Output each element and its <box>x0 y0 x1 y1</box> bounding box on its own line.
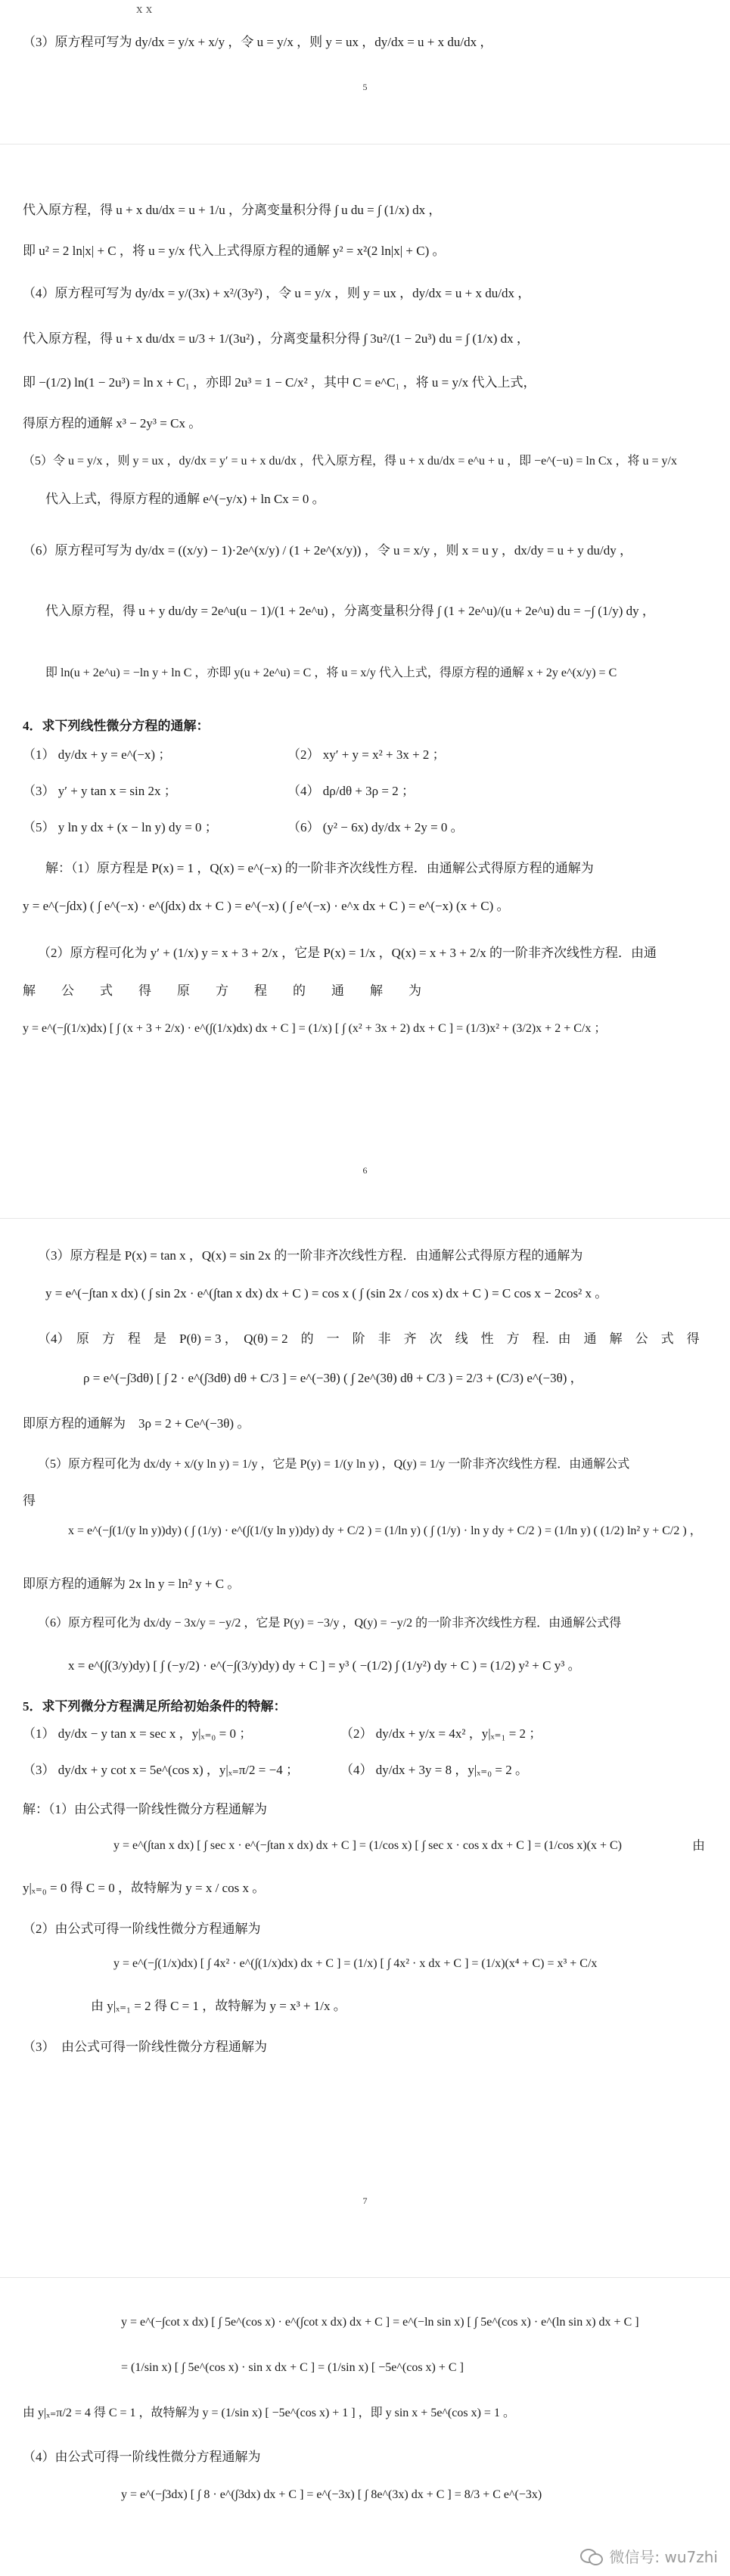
solution-line: 即原方程的通解为 3ρ = 2 + Ce^(−3θ) 。 <box>23 1416 250 1431</box>
solution-formula: y = e^(−∫cot x dx) [ ∫ 5e^(cos x) · e^(∫cot x dx) dx + C ] = e^(−ln sin x) [ ∫ 5e^(cos x) · e^(ln sin x) dx + C ] <box>121 2316 639 2329</box>
solution-formula: y = e^(−∫dx) ( ∫ e^(−x) · e^(∫dx) dx + C ) = e^(−x) ( ∫ e^(−x) · e^x dx + C ) = e^(−x) (x + C) 。 <box>23 899 510 913</box>
text-line: （5）令 u = y/x ，则 y = ux ，dy/dx = y′ = u + x du/dx ，代入原方程，得 u + x du/dx = e^u + u ，即 −e^(−u) = ln Cx ，将 u = y/x <box>23 455 678 468</box>
question-item: （6） (y² − 6x) dy/dx + 2y = 0 。 <box>287 820 464 834</box>
question-item: （4） dy/dx + 3y = 8 ，y|ₓ₌₀ = 2 。 <box>340 1763 528 1777</box>
text-line: 即 u² = 2 ln|x| + C ，将 u = y/x 代入上式得原方程的通解 y² = x²(2 ln|x| + C) 。 <box>23 244 446 258</box>
page-2-section <box>0 189 730 1195</box>
text-line: （6）原方程可写为 dy/dx = ((x/y) − 1)·2e^(x/y) / (1 + 2e^(x/y)) ，令 u = x/y ，则 x = u y ，dx/dy = u + y du/dy ， <box>23 543 632 558</box>
solution-line: （2）由公式可得一阶线性微分方程通解为 <box>23 1922 261 1936</box>
solution-formula: y = e^(−∫tan x dx) ( ∫ sin 2x · e^(∫tan x dx) dx + C ) = cos x ( ∫ (sin 2x / cos x) dx + C ) = C cos x − 2cos² x 。 <box>45 1286 608 1300</box>
question-item: （2） xy′ + y = x² + 3x + 2 ； <box>287 747 446 762</box>
text-line: 代入原方程，得 u + x du/dx = u + 1/u ，分离变量积分得 ∫ u du = ∫ (1/x) dx ， <box>23 203 442 217</box>
solution-formula: y = e^(∫tan x dx) [ ∫ sec x · e^(−∫tan x dx) dx + C ] = (1/cos x) [ ∫ sec x · cos x dx + C ] = (1/cos x)(x + C) <box>113 1839 623 1852</box>
page-number: 5 <box>362 82 368 92</box>
page-number: 7 <box>362 2195 368 2206</box>
solution-line: （4）由公式可得一阶线性微分方程通解为 <box>23 2450 261 2464</box>
question-item: （3） dy/dx + y cot x = 5e^(cos x) ，y|ₓ₌π/2 = −4 ； <box>23 1763 299 1777</box>
solution-line: 由 y|ₓ₌π/2 = 4 得 C = 1 ，故特解为 y = (1/sin x) [ −5e^(cos x) + 1 ] ，即 y sin x + 5e^(cos x) = 1 。 <box>23 2407 515 2419</box>
text-line: 即 ln(u + 2e^u) = −ln y + ln C ，亦即 y(u + 2e^u) = C ，将 u = x/y 代入上式，得原方程的通解 x + 2y e^(x/y) = C <box>45 667 617 679</box>
wechat-icon <box>580 2547 603 2565</box>
solution-line: 得 <box>23 1493 36 1508</box>
page-3-section <box>0 1241 730 2247</box>
solution-line: 解：（1）原方程是 P(x) = 1 ，Q(x) = e^(−x) 的一阶非齐次线性方程．由通解公式得原方程的通解为 <box>45 861 594 875</box>
solution-line: （4） 原 方 程 是 P(θ) = 3 ， Q(θ) = 2 的 一 阶 非 齐 次 线 性 方 程．由 通 解 公 式 得 <box>38 1332 700 1346</box>
question-4-title: 4．求下列线性微分方程的通解： <box>23 719 210 733</box>
solution-line: 即原方程的通解为 2x ln y = ln² y + C 。 <box>23 1577 241 1591</box>
page-gap <box>0 2277 730 2278</box>
solution-line: （6）原方程可化为 dx/dy − 3x/y = −y/2 ，它是 P(y) = −3/y ，Q(y) = −y/2 的一阶非齐次线性方程．由通解公式得 <box>38 1617 622 1630</box>
text-line: （4）原方程可写为 dy/dx = y/(3x) + x²/(3y²) ，令 u = y/x ，则 y = ux ，dy/dx = u + x du/dx ， <box>23 286 531 300</box>
watermark-text: 微信号: wu7zhi <box>609 2548 718 2566</box>
solution-formula: x = e^(∫(3/y)dy) [ ∫ (−y/2) · e^(−∫(3/y)dy) dy + C ] = y³ ( −(1/2) ∫ (1/y²) dy + C ) = (1/2) y² + C y³ 。 <box>68 1658 581 1673</box>
solution-line: 解：（1）由公式得一阶线性微分方程通解为 <box>23 1802 267 1816</box>
item-3-line: （3）原方程可写为 dy/dx = y/x + x/y ，令 u = y/x ，则 y = ux ，dy/dx = u + x du/dx ， <box>23 35 493 49</box>
page-4-section <box>0 2307 730 2576</box>
page-number: 6 <box>362 1165 368 1176</box>
solution-line: 由 <box>692 1838 705 1853</box>
text-line: 代入原方程，得 u + y du/dy = 2e^u(u − 1)/(1 + 2e^u) ，分离变量积分得 ∫ (1 + 2e^u)/(u + 2e^u) du = −∫ (1/y) dy ， <box>45 604 655 618</box>
question-5-title: 5．求下列微分方程满足所给初始条件的特解： <box>23 1699 287 1714</box>
solution-line: 解 公 式 得 原 方 程 的 通 解 为 <box>23 983 421 998</box>
question-item: （5） y ln y dx + (x − ln y) dy = 0 ； <box>23 820 218 834</box>
page-gap <box>0 1218 730 1219</box>
question-item: （4） dρ/dθ + 3ρ = 2 ； <box>287 784 415 798</box>
question-item: （2） dy/dx + y/x = 4x² ，y|ₓ₌₁ = 2 ； <box>340 1726 542 1741</box>
solution-line: （5）原方程可化为 dx/dy + x/(y ln y) = 1/y ，它是 P(y) = 1/(y ln y) ，Q(y) = 1/y 一阶非齐次线性方程．由通解公式 <box>38 1458 630 1471</box>
text-line: 得原方程的通解 x³ − 2y³ = Cx 。 <box>23 416 202 430</box>
solution-line: 由 y|ₓ₌₁ = 2 得 C = 1 ，故特解为 y = x³ + 1/x 。 <box>91 1999 346 2013</box>
watermark <box>580 2545 718 2567</box>
solution-formula: = (1/sin x) [ ∫ 5e^(cos x) · sin x dx + C ] = (1/sin x) [ −5e^(cos x) + C ] <box>121 2361 464 2374</box>
solution-formula: y = e^(−∫3dx) [ ∫ 8 · e^(∫3dx) dx + C ] = e^(−3x) [ ∫ 8e^(3x) dx + C ] = 8/3 + C e^(−3x) <box>121 2488 542 2501</box>
solution-formula: y = e^(−∫(1/x)dx) [ ∫ (x + 3 + 2/x) · e^(∫(1/x)dx) dx + C ] = (1/x) [ ∫ (x² + 3x + 2) dx + C ] = (1/3)x² + (3/2)x + 2 + C/x ； <box>23 1022 607 1035</box>
text-line: 即 −(1/2) ln(1 − 2u³) = ln x + C₁ ，亦即 2u³ = 1 − C/x² ，其中 C = e^C₁ ，将 u = y/x 代入上式， <box>23 375 536 390</box>
fragment-line: x x <box>136 2 153 16</box>
question-item: （1） dy/dx + y = e^(−x) ； <box>23 747 172 762</box>
solution-formula: y = e^(−∫(1/x)dx) [ ∫ 4x² · e^(∫(1/x)dx) dx + C ] = (1/x) [ ∫ 4x² · x dx + C ] = (1/x)(x⁴ + C) = x³ + C/x <box>113 1957 598 1970</box>
question-item: （3） y′ + y tan x = sin 2x ； <box>23 784 177 798</box>
solution-line: （2）原方程可化为 y′ + (1/x) y = x + 3 + 2/x ，它是 P(x) = 1/x ，Q(x) = x + 3 + 2/x 的一阶非齐次线性方程．由通 <box>38 946 657 960</box>
solution-formula: x = e^(−∫(1/(y ln y))dy) ( ∫ (1/y) · e^(∫(1/(y ln y))dy) dy + C/2 ) = (1/ln y) ( ∫ (1/y) · ln y dy + C/2 ) = (1/ln y) ( (1/2) ln² y + C/2 ) ， <box>68 1524 702 1537</box>
solution-line: （3） 由公式可得一阶线性微分方程通解为 <box>23 2040 267 2054</box>
solution-line: （3）原方程是 P(x) = tan x ，Q(x) = sin 2x 的一阶非齐次线性方程．由通解公式得原方程的通解为 <box>38 1248 583 1263</box>
text-line: 代入上式，得原方程的通解 e^(−y/x) + ln Cx = 0 。 <box>45 492 325 506</box>
text-line: 代入原方程，得 u + x du/dx = u/3 + 1/(3u²) ，分离变量积分得 ∫ 3u²/(1 − 2u³) du = ∫ (1/x) dx ， <box>23 331 530 346</box>
solution-formula: ρ = e^(−∫3dθ) [ ∫ 2 · e^(∫3dθ) dθ + C/3 ] = e^(−3θ) ( ∫ 2e^(3θ) dθ + C/3 ) = 2/3 + (C/3) e^(−3θ) ， <box>83 1371 583 1385</box>
page-1-section <box>0 0 730 106</box>
question-item: （1） dy/dx − y tan x = sec x ，y|ₓ₌₀ = 0 ； <box>23 1726 253 1741</box>
solution-line: y|ₓ₌₀ = 0 得 C = 0 ，故特解为 y = x / cos x 。 <box>23 1881 266 1895</box>
